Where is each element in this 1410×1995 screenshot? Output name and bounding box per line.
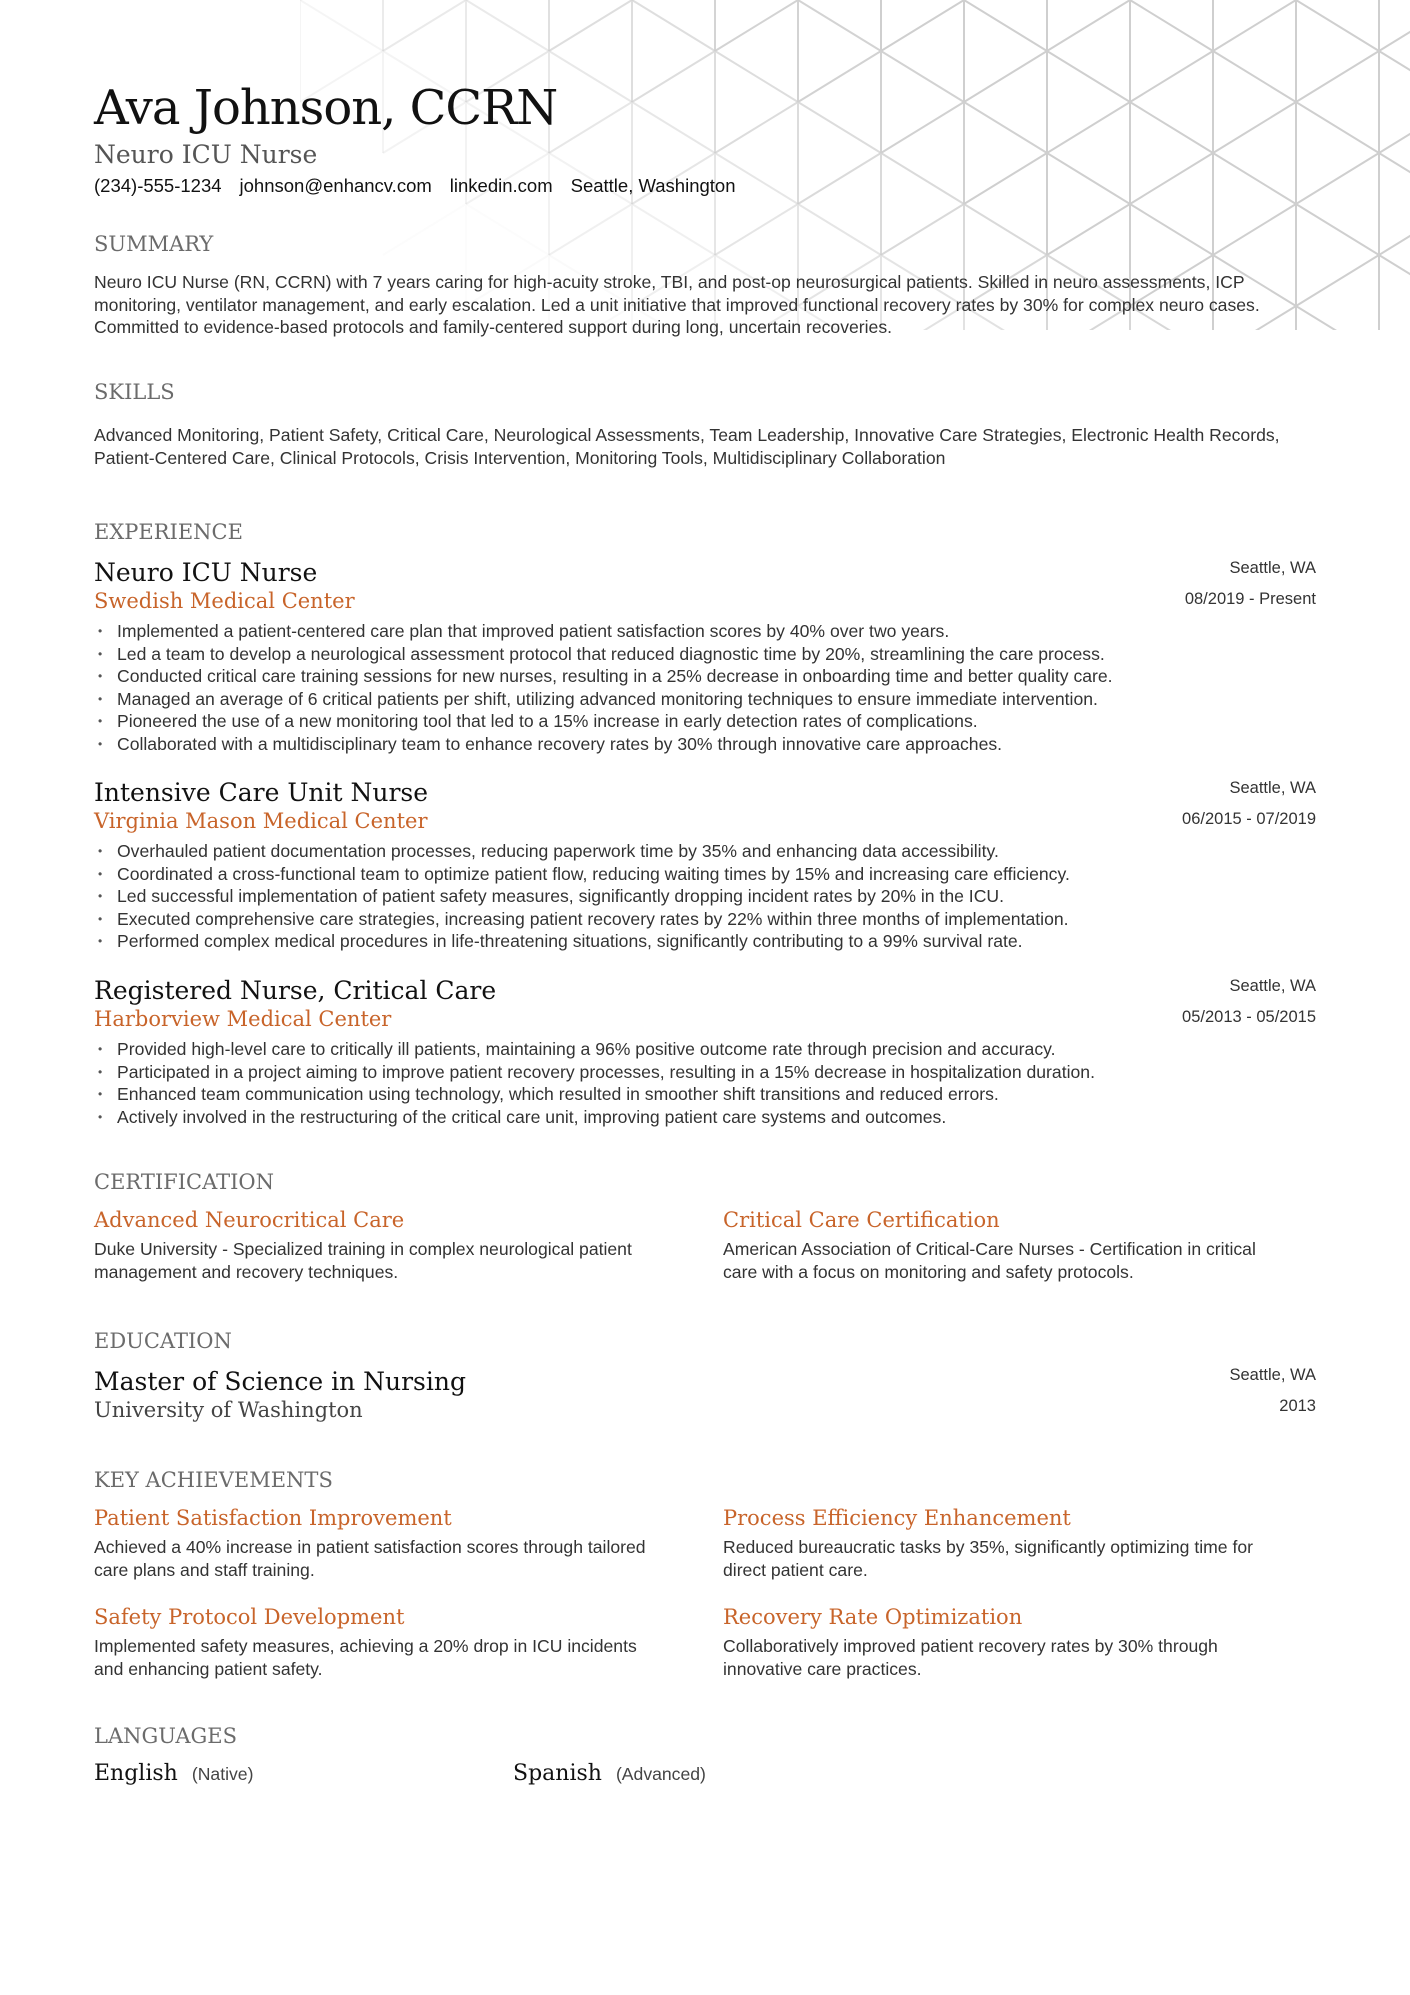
pattern-line (798, 0, 964, 51)
achievement-title: Patient Satisfaction Improvement (94, 1506, 452, 1530)
bullet-item: • Participated in a project aiming to improve patient recovery processes, resulting in a 15% decrease in hospitalization duration. (94, 1061, 1095, 1084)
bullet-item: • Implemented a patient-centered care plan that improved patient satisfaction scores by 40% over two years. (94, 620, 1113, 643)
certification-title: Critical Care Certification (723, 1208, 1000, 1232)
linkedin-link[interactable]: linkedin.com (449, 175, 553, 196)
bullet-item: • Provided high-level care to critically ill patients, maintaining a 96% positive outcome rate through precision and accuracy. (94, 1038, 1095, 1061)
achievement-item (723, 1605, 1283, 1680)
job-title: Neuro ICU Nurse (94, 558, 318, 587)
achievement-description: Achieved a 40% increase in patient satisfaction scores through tailored care plans and staff training. (94, 1537, 646, 1580)
bullet-item: • Pioneered the use of a new monitoring tool that led to a 15% increase in early detection rates of complications. (94, 710, 1113, 733)
pattern-line (715, 0, 881, 102)
pattern-line (881, 102, 1047, 204)
bullet-item: • Actively involved in the restructuring of the critical care unit, improving patient care systems and outcomes. (94, 1106, 1095, 1129)
pattern-line (964, 153, 1130, 255)
section-heading-key-achievements: KEY ACHIEVEMENTS (94, 1468, 333, 1492)
bullet-item: • Collaborated with a multidisciplinary team to enhance recovery rates by 30% through innovative care approaches. (94, 733, 1113, 756)
bullet-item: • Executed comprehensive care strategies, increasing patient recovery rates by 22% within three months of implementation. (94, 908, 1070, 931)
language-item (513, 1761, 706, 1786)
achievement-description: Collaboratively improved patient recovery rates by 30% through innovative care practices. (723, 1636, 1218, 1679)
certification-item (94, 1208, 654, 1283)
summary-text: Neuro ICU Nurse (RN, CCRN) with 7 years caring for high-acuity stroke, TBI, and post-op neurosurgical patients. Skilled in neuro assessments, ICP monitoring, ventilator management, and early escalation. Led a unit initiative that improved functional recovery rates by 30% for complex neuro cases. Committed to evidence-based protocols and family-centered support during long, uncertain recoveries. (94, 272, 1260, 337)
pattern-line (1379, 306, 1410, 330)
email-link[interactable]: johnson@enhancv.com (239, 175, 432, 196)
achievement-item (94, 1605, 654, 1680)
job-location: Seattle, WA (1229, 977, 1316, 995)
contact-info (94, 175, 754, 197)
section-heading-summary: SUMMARY (94, 232, 214, 256)
pattern-line (1047, 0, 1213, 102)
bullet-item: • Overhauled patient documentation processes, reducing paperwork time by 35% and enhancing data accessibility. (94, 840, 1070, 863)
education-degree: Master of Science in Nursing (94, 1367, 466, 1396)
section-heading-certification: CERTIFICATION (94, 1170, 274, 1194)
section-heading-experience: EXPERIENCE (94, 520, 243, 544)
pattern-line (632, 153, 798, 255)
certification-item (723, 1208, 1283, 1283)
job-dates: 06/2015 - 07/2019 (1182, 810, 1316, 828)
job-dates: 05/2013 - 05/2015 (1182, 1008, 1316, 1026)
language-name: Spanish (513, 1761, 602, 1786)
pattern-line (1130, 153, 1296, 255)
pattern-line (466, 153, 632, 255)
job-title: Intensive Care Unit Nurse (94, 778, 429, 807)
achievement-item (723, 1506, 1283, 1581)
company-name: Swedish Medical Center (94, 589, 355, 613)
achievement-description: Implemented safety measures, achieving a 20% drop in ICU incidents and enhancing patient safety. (94, 1636, 637, 1679)
language-level: (Advanced) (615, 1764, 706, 1784)
achievement-title: Process Efficiency Enhancement (723, 1506, 1071, 1530)
job-location: Seattle, WA (1229, 559, 1316, 577)
pattern-line (632, 51, 798, 153)
skills-text: Advanced Monitoring, Patient Safety, Critical Care, Neurological Assessments, Team Leadership, Innovative Care Strategies, Electronic Health Records, Patient-Centered Care, Clinical Protocols, Crisis Intervention, Monitoring Tools, Multidisciplinary Collaboration (94, 425, 1280, 468)
section-heading-skills: SKILLS (94, 380, 175, 404)
pattern-line (1379, 204, 1410, 306)
candidate-name: Ava Johnson, CCRN (94, 80, 558, 136)
job-bullets (94, 1038, 1095, 1128)
achievement-title: Safety Protocol Development (94, 1605, 405, 1629)
achievement-description: Reduced bureaucratic tasks by 35%, significantly optimizing time for direct patient care. (723, 1537, 1254, 1580)
bullet-item: • Enhanced team communication using technology, which resulted in smoother shift transitions and reduced errors. (94, 1083, 1095, 1106)
pattern-line (1130, 51, 1296, 153)
pattern-line (549, 0, 715, 102)
pattern-line (1047, 102, 1213, 204)
achievement-title: Recovery Rate Optimization (723, 1605, 1023, 1629)
pattern-line (798, 51, 964, 153)
bullet-item: • Managed an average of 6 critical patients per shift, utilizing advanced monitoring techniques to ensure immediate intervention. (94, 688, 1113, 711)
certification-description: American Association of Critical-Care Nurses - Certification in critical care with a focus on monitoring and safety protocols. (723, 1239, 1256, 1282)
job-bullets (94, 620, 1113, 755)
pattern-line (1379, 102, 1410, 204)
pattern-line (1130, 0, 1296, 51)
bullet-item: • Led successful implementation of patient safety measures, significantly dropping incident rates by 20% in the ICU. (94, 885, 1070, 908)
language-level: (Native) (191, 1764, 254, 1784)
bullet-item: • Coordinated a cross-functional team to optimize patient flow, reducing waiting times by 15% and increasing care efficiency. (94, 863, 1070, 886)
pattern-line (798, 153, 964, 255)
pattern-line (300, 0, 466, 51)
certification-title: Advanced Neurocritical Care (94, 1208, 405, 1232)
pattern-line (466, 0, 632, 51)
pattern-line (1379, 0, 1410, 102)
pattern-line (1213, 0, 1379, 102)
pattern-line (881, 0, 1047, 102)
pattern-line (632, 0, 798, 51)
bullet-item: • Led a team to develop a neurological assessment protocol that reduced diagnostic time by 20%, streamlining the care process. (94, 643, 1113, 666)
certification-description: Duke University - Specialized training in complex neurological patient management and recovery techniques. (94, 1239, 632, 1282)
candidate-title: Neuro ICU Nurse (94, 140, 318, 169)
language-item (94, 1761, 253, 1786)
company-name: Virginia Mason Medical Center (94, 809, 428, 833)
education-school: University of Washington (94, 1398, 363, 1422)
education-year: 2013 (1279, 1397, 1316, 1415)
pattern-line (964, 0, 1130, 51)
section-heading-languages: LANGUAGES (94, 1724, 237, 1748)
job-bullets (94, 840, 1070, 953)
language-name: English (94, 1761, 178, 1786)
pattern-line (964, 51, 1130, 153)
education-location: Seattle, WA (1229, 1366, 1316, 1384)
company-name: Harborview Medical Center (94, 1007, 392, 1031)
job-title: Registered Nurse, Critical Care (94, 976, 497, 1005)
achievement-item (94, 1506, 654, 1581)
job-dates: 08/2019 - Present (1184, 590, 1316, 608)
pattern-line (1213, 102, 1379, 204)
bullet-item: • Conducted critical care training sessions for new nurses, resulting in a 25% decrease in onboarding time and better quality care. (94, 665, 1113, 688)
job-location: Seattle, WA (1229, 779, 1316, 797)
section-heading-education: EDUCATION (94, 1329, 232, 1353)
bullet-item: • Performed complex medical procedures in life-threatening situations, significantly contributing to a 99% survival rate. (94, 930, 1070, 953)
phone: (234)-555-1234 (94, 175, 222, 196)
location: Seattle, Washington (570, 175, 736, 196)
